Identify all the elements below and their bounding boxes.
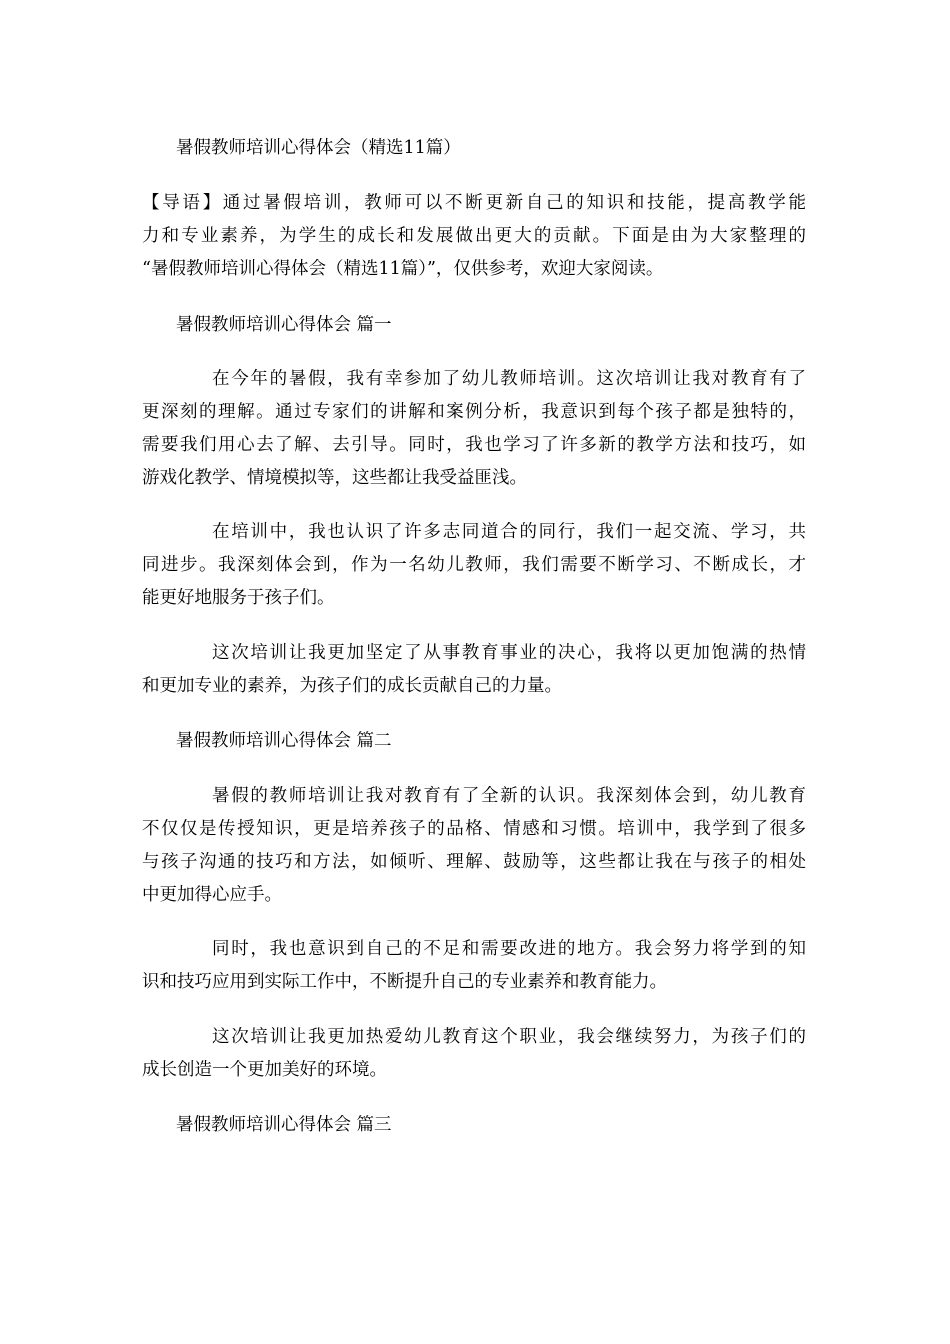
paragraph-line: 不仅仅是传授知识，更是培养孩子的品格、情感和习惯。培训中，我学到了很多 bbox=[142, 819, 806, 839]
paragraph-line: 更深刻的理解。通过专家们的讲解和案例分析，我意识到每个孩子都是独特的， bbox=[142, 402, 806, 422]
paragraph-line: 暑假的教师培训让我对教育有了全新的认识。我深刻体会到，幼儿教育 bbox=[212, 786, 806, 806]
paragraph-line: 成长创造一个更加美好的环境。 bbox=[142, 1060, 387, 1080]
paragraph-line: 在今年的暑假，我有幸参加了幼儿教师培训。这次培训让我对教育有了 bbox=[212, 369, 806, 389]
intro-line: 【导语】通过暑假培训，教师可以不断更新自己的知识和技能，提高教学能 bbox=[142, 193, 806, 213]
paragraph-line: 同时，我也意识到自己的不足和需要改进的地方。我会努力将学到的知 bbox=[212, 939, 806, 959]
paragraph-line: 在培训中，我也认识了许多志同道合的同行，我们一起交流、学习，共 bbox=[212, 522, 806, 542]
document-title: 暑假教师培训心得体会（精选11篇） bbox=[176, 138, 461, 158]
paragraph-line: 游戏化教学、情境模拟等，这些都让我受益匪浅。 bbox=[142, 468, 527, 488]
paragraph-line: 这次培训让我更加热爱幼儿教育这个职业，我会继续努力，为孩子们的 bbox=[212, 1027, 806, 1047]
paragraph-line: 和更加专业的素养，为孩子们的成长贡献自己的力量。 bbox=[142, 676, 562, 696]
paragraph-line: 同进步。我深刻体会到，作为一名幼儿教师，我们需要不断学习、不断成长，才 bbox=[142, 555, 806, 575]
intro-line: “暑假教师培训心得体会（精选11篇）”，仅供参考，欢迎大家阅读。 bbox=[142, 259, 664, 279]
section-heading: 暑假教师培训心得体会 篇一 bbox=[176, 315, 392, 335]
paragraph-line: 能更好地服务于孩子们。 bbox=[142, 588, 335, 608]
paragraph-line: 与孩子沟通的技巧和方法，如倾听、理解、鼓励等，这些都让我在与孩子的相处 bbox=[142, 852, 806, 872]
paragraph-line: 识和技巧应用到实际工作中，不断提升自己的专业素养和教育能力。 bbox=[142, 972, 667, 992]
paragraph-line: 中更加得心应手。 bbox=[142, 885, 282, 905]
section-heading: 暑假教师培训心得体会 篇三 bbox=[176, 1115, 392, 1135]
paragraph-line: 这次培训让我更加坚定了从事教育事业的决心，我将以更加饱满的热情 bbox=[212, 643, 806, 663]
paragraph-line: 需要我们用心去了解、去引导。同时，我也学习了许多新的教学方法和技巧，如 bbox=[142, 435, 806, 455]
intro-line: 力和专业素养，为学生的成长和发展做出更大的贡献。下面是由为大家整理的 bbox=[142, 226, 806, 246]
section-heading: 暑假教师培训心得体会 篇二 bbox=[176, 731, 392, 751]
